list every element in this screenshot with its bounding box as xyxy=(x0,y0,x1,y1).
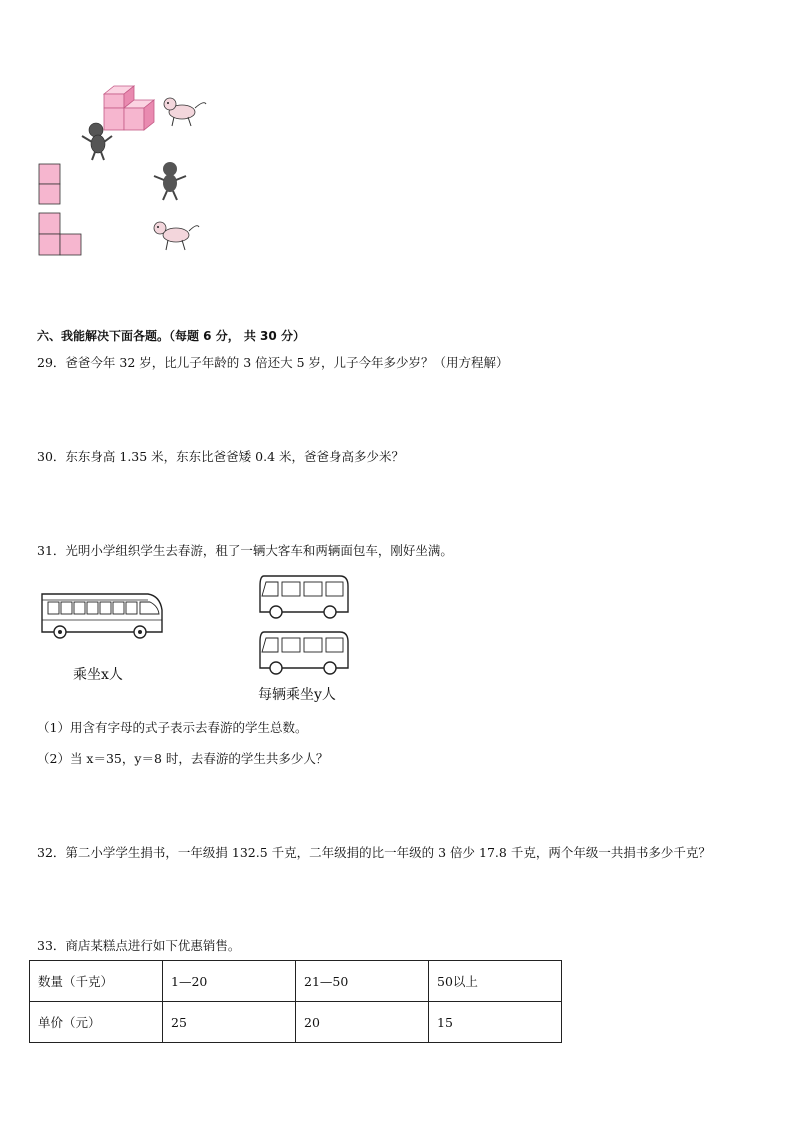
table-row xyxy=(30,1002,562,1043)
question-30: 30．东东身高 1.35 米，东东比爸爸矮 0.4 米，爸爸身高多少米？ xyxy=(37,449,405,464)
view-l-shape xyxy=(38,212,84,256)
dog-icon xyxy=(164,98,206,126)
dog-icon-2 xyxy=(150,218,202,254)
question-31-part-1: （1）用含有字母的式子表示去春游的学生总数。 xyxy=(37,720,308,735)
table-cell: 数量（千克） xyxy=(30,961,163,1002)
table-cell: 21—50 xyxy=(296,961,429,1002)
table-cell: 单价（元） xyxy=(30,1002,163,1043)
van-illustration-2 xyxy=(256,628,352,680)
table-cell: 50以上 xyxy=(429,961,562,1002)
monkey-icon-2 xyxy=(150,160,192,202)
view-two-squares xyxy=(38,163,62,205)
bus-illustration xyxy=(36,586,166,646)
cube-figure xyxy=(70,82,220,172)
table-cell: 1—20 xyxy=(163,961,296,1002)
table-cell: 25 xyxy=(163,1002,296,1043)
question-33: 33．商店某糕点进行如下优惠销售。 xyxy=(37,938,241,953)
table-cell: 15 xyxy=(429,1002,562,1043)
question-32: 32．第二小学学生捐书，一年级捐 132.5 千克，二年级捐的比一年级的 3 倍少 17.8 千克，两个年级一共捐书多少千克？ xyxy=(37,845,711,860)
bus-caption: 乘坐x人 xyxy=(73,667,123,683)
table-cell: 20 xyxy=(296,1002,429,1043)
question-31-part-2: （2）当 x＝35，y＝8 时，去春游的学生共多少人？ xyxy=(37,751,329,766)
question-29: 29．爸爸今年 32 岁，比儿子年龄的 3 倍还大 5 岁，儿子今年多少岁？（用方程解） xyxy=(37,355,509,370)
question-31: 31．光明小学组织学生去春游，租了一辆大客车和两辆面包车，刚好坐满。 xyxy=(37,543,453,558)
van-illustration-1 xyxy=(256,572,352,624)
price-table xyxy=(29,960,562,1043)
van-caption: 每辆乘坐y人 xyxy=(258,687,336,703)
table-row xyxy=(30,961,562,1002)
section-heading: 六、我能解决下面各题。（每题 6 分， 共 30 分） xyxy=(37,329,305,343)
